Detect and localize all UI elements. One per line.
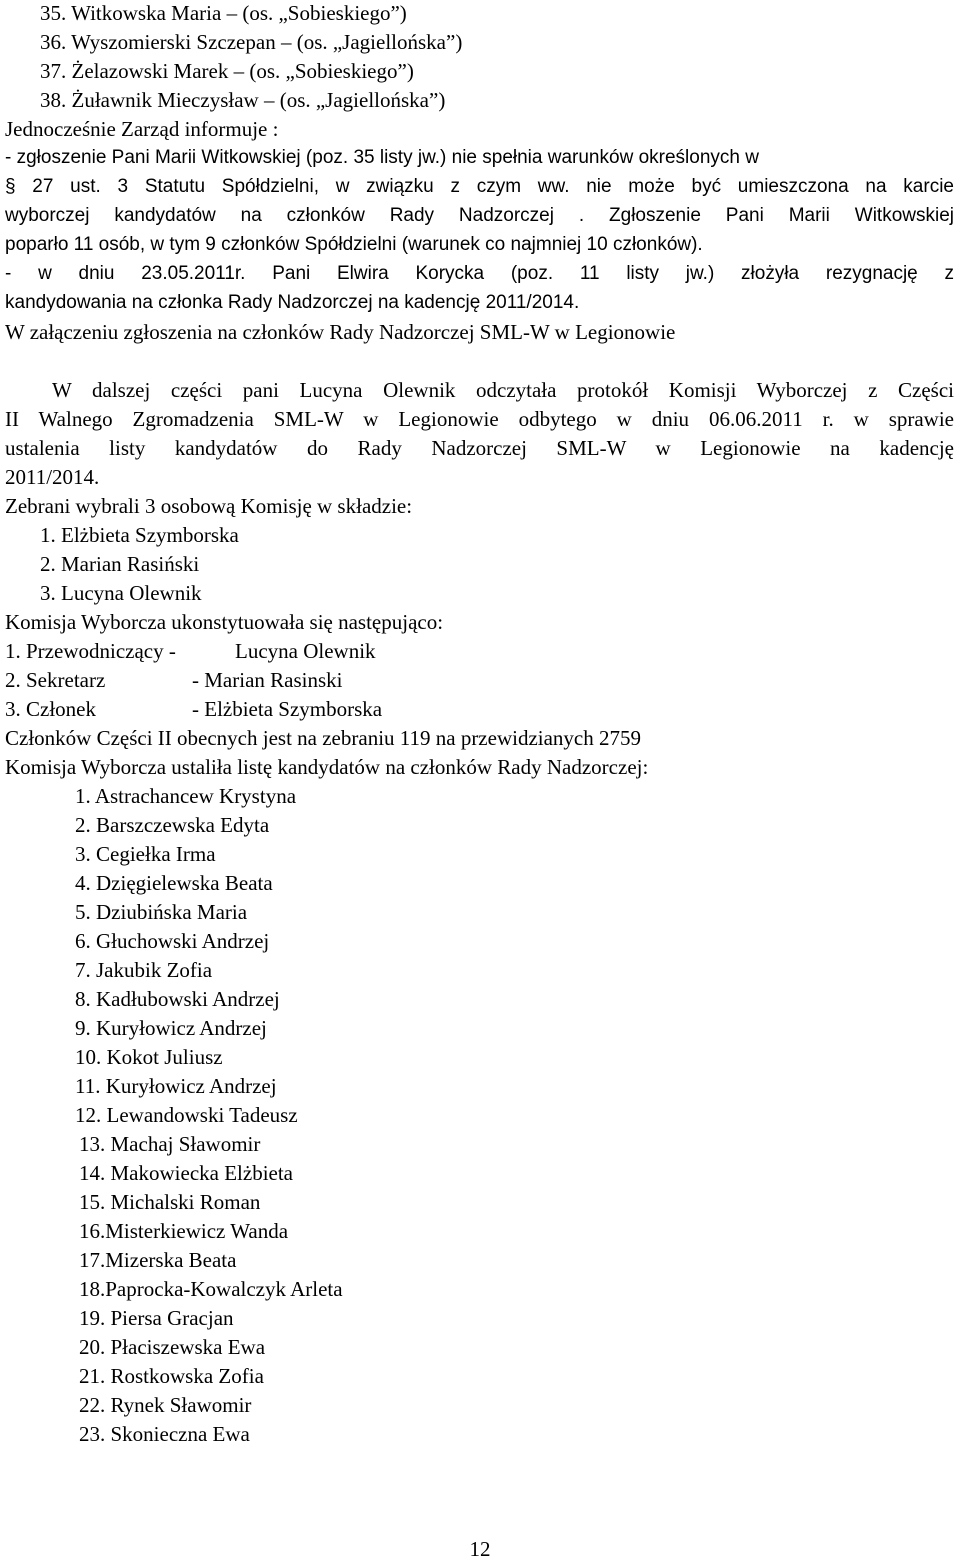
protocol-line: II Walnego Zgromadzenia SML-W w Legionowie odbytego w dniu 06.06.2011 r. w sprawie — [5, 407, 954, 431]
candidates-intro: Komisja Wyborcza ustaliła listę kandydatów na członków Rady Nadzorczej: — [5, 755, 649, 779]
role-name: - Elżbieta Szymborska — [192, 697, 383, 721]
candidate-item: 18.Paprocka-Kowalczyk Arleta — [79, 1277, 343, 1301]
role-name: Lucyna Olewnik — [235, 639, 376, 663]
protocol-line: 2011/2014. — [5, 465, 100, 489]
candidate-item: 6. Głuchowski Andrzej — [75, 929, 270, 953]
candidate-item: 17.Mizerska Beata — [79, 1248, 237, 1272]
candidate-item: 22. Rynek Sławomir — [79, 1393, 252, 1417]
attendance-line: Członków Części II obecnych jest na zebraniu 119 na przewidzianych 2759 — [5, 726, 641, 750]
role-label: 2. Sekretarz — [5, 668, 106, 692]
notice-line: poparło 11 osób, w tym 9 członków Spółdzielni (warunek co najmniej 10 członków). — [5, 234, 703, 255]
protocol-line: ustalenia listy kandydatów do Rady Nadzorczej SML-W w Legionowie na kadencję — [5, 436, 954, 460]
role-label: 1. Przewodniczący - — [5, 639, 176, 663]
candidate-item: 16.Misterkiewicz Wanda — [79, 1219, 289, 1243]
role-name: - Marian Rasinski — [192, 668, 343, 692]
notice-line: - zgłoszenie Pani Marii Witkowskiej (poz. 35 listy jw.) nie spełnia warunków określonych w — [5, 147, 759, 168]
candidate-item: 4. Dzięgielewska Beata — [75, 871, 273, 895]
notice-line: - w dniu 23.05.2011r. Pani Elwira Korycka (poz. 11 listy jw.) złożyła rezygnację z — [5, 263, 954, 284]
list-item: 35. Witkowska Maria – (os. „Sobieskiego”) — [40, 1, 407, 25]
notice-line: kandydowania na członka Rady Nadzorczej na kadencję 2011/2014. — [5, 292, 580, 313]
management-intro: Jednocześnie Zarząd informuje : — [5, 117, 279, 141]
candidate-item: 11. Kuryłowicz Andrzej — [75, 1074, 277, 1098]
candidate-item: 5. Dziubińska Maria — [75, 900, 248, 924]
candidate-item: 20. Płaciszewska Ewa — [79, 1335, 266, 1359]
list-item: 38. Żuławnik Mieczysław – (os. „Jagiellońska”) — [40, 88, 446, 112]
attachment-line: W załączeniu zgłoszenia na członków Rady Nadzorczej SML-W w Legionowie — [5, 320, 676, 344]
candidate-item: 10. Kokot Juliusz — [75, 1045, 223, 1069]
notice-line: § 27 ust. 3 Statutu Spółdzielni, w związku z czym ww. nie może być umieszczona na karcie — [5, 176, 954, 197]
candidate-item: 14. Makowiecka Elżbieta — [79, 1161, 293, 1185]
candidate-item: 7. Jakubik Zofia — [75, 958, 213, 982]
candidate-item: 2. Barszczewska Edyta — [75, 813, 270, 837]
candidate-item: 13. Machaj Sławomir — [79, 1132, 261, 1156]
candidate-item: 8. Kadłubowski Andrzej — [75, 987, 280, 1011]
commission-member: 3. Lucyna Olewnik — [40, 581, 202, 605]
role-label: 3. Członek — [5, 697, 96, 721]
commission-member: 2. Marian Rasiński — [40, 552, 200, 576]
candidate-item: 9. Kuryłowicz Andrzej — [75, 1016, 267, 1040]
candidate-item: 15. Michalski Roman — [79, 1190, 261, 1214]
list-item: 37. Żelazowski Marek – (os. „Sobieskiego”) — [40, 59, 414, 83]
protocol-line: W dalszej części pani Lucyna Olewnik odczytała protokół Komisji Wyborczej z Części — [52, 378, 954, 402]
candidate-item: 3. Cegiełka Irma — [75, 842, 216, 866]
candidate-item: 1. Astrachancew Krystyna — [75, 784, 297, 808]
candidate-item: 12. Lewandowski Tadeusz — [75, 1103, 298, 1127]
constitution-intro: Komisja Wyborcza ukonstytuowała się następująco: — [5, 610, 444, 634]
candidate-item: 19. Piersa Gracjan — [79, 1306, 234, 1330]
notice-line: wyborczej kandydatów na członków Rady Nadzorczej . Zgłoszenie Pani Marii Witkowskiej — [5, 205, 954, 226]
candidate-item: 21. Rostkowska Zofia — [79, 1364, 264, 1388]
commission-intro: Zebrani wybrali 3 osobową Komisję w składzie: — [5, 494, 413, 518]
commission-member: 1. Elżbieta Szymborska — [40, 523, 239, 547]
list-item: 36. Wyszomierski Szczepan – (os. „Jagiellońska”) — [40, 30, 463, 54]
page-number: 12 — [469, 1537, 491, 1561]
candidate-item: 23. Skonieczna Ewa — [79, 1422, 250, 1446]
